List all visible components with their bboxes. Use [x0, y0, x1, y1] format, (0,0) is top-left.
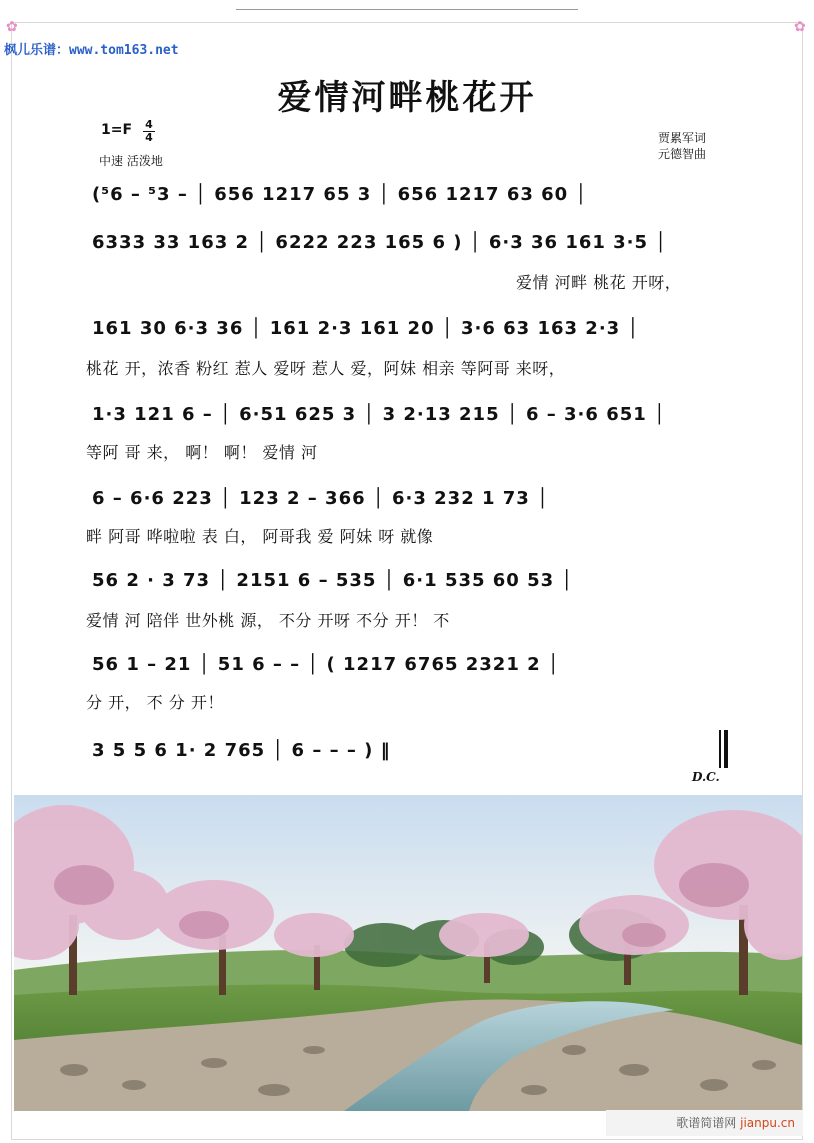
site-domain: jianpu.cn — [740, 1116, 795, 1130]
notation-notes: 6333 33 163 2 │ 6222 223 165 6 ) │ 6·3 36 161 3·5 │ — [92, 232, 668, 253]
landscape-image — [14, 795, 802, 1111]
notation-row — [92, 228, 732, 258]
notation-notes: 161 30 6·3 36 │ 161 2·3 161 20 │ 3·6 63 163 2·3 │ — [92, 318, 640, 339]
lyrics-line: 爱情 河 陪伴 世外桃 源， 不分 开呀 不分 开！ 不 — [86, 611, 450, 630]
song-title: 爱情河畔桃花开 — [277, 78, 537, 118]
lyrics-line: 畔 阿哥 哗啦啦 表 白， 阿哥我 爱 阿妹 呀 就像 — [86, 527, 434, 546]
notation-row — [92, 566, 732, 596]
lyrics-line: 等阿 哥 来， 啊！ 啊！ 爱情 河 — [86, 443, 318, 462]
notation-row — [92, 650, 732, 680]
flower-icon: ✿ — [6, 19, 18, 35]
notation-row — [92, 736, 732, 766]
site-credit[interactable] — [606, 1110, 803, 1136]
peach-blossom-river-scene — [14, 795, 802, 1111]
composer-credit: 元德智曲 — [658, 147, 707, 161]
header-rule — [236, 9, 578, 10]
credits — [658, 130, 706, 162]
notation-row — [92, 314, 732, 344]
notation-notes: (⁵6 – ⁵3 – │ 656 1217 65 3 │ 656 1217 63 60 │ — [92, 184, 588, 205]
site-name: 歌谱简谱网 — [676, 1116, 737, 1130]
time-signature-top: 4 — [145, 118, 153, 131]
notation-notes: 56 1 – 21 │ 51 6 – – │ ( 1217 6765 2321 2 │ — [92, 654, 560, 675]
key-signature: 1=F — [101, 122, 133, 138]
flower-icon: ✿ — [794, 19, 806, 35]
final-barline — [719, 730, 721, 768]
lyricist-credit: 贾累军词 — [658, 131, 707, 145]
lyrics-line: 爱情 河畔 桃花 开呀， — [516, 273, 682, 292]
notation-row — [92, 180, 732, 210]
time-signature-bottom: 4 — [143, 131, 155, 144]
notation-notes: 6 – 6·6 223 │ 123 2 – 366 │ 6·3 232 1 73 │ — [92, 488, 549, 509]
notation-row — [92, 400, 732, 430]
lyrics-line: 桃花 开，浓香 粉红 惹人 爱呀 惹人 爱，阿妹 相亲 等阿哥 来呀， — [86, 359, 566, 378]
notation-notes: 56 2 · 3 73 │ 2151 6 – 535 │ 6·1 535 60 53 │ — [92, 570, 574, 591]
time-signature — [143, 119, 155, 144]
notation-notes: 3 5 5 6 1· 2 765 │ 6 – – – ) ‖ — [92, 740, 391, 761]
dc-mark: D.C. — [692, 770, 720, 784]
tempo-marking: 中速 活泼地 — [99, 154, 163, 168]
watermark-link[interactable]: 枫儿乐谱：www.tom163.net — [4, 43, 179, 58]
final-barline — [724, 730, 728, 768]
notation-row — [92, 484, 732, 514]
lyrics-line: 分 开， 不 分 开！ — [86, 693, 224, 712]
notation-notes: 1·3 121 6 – │ 6·51 625 3 │ 3 2·13 215 │ 6 – 3·6 651 │ — [92, 404, 666, 425]
